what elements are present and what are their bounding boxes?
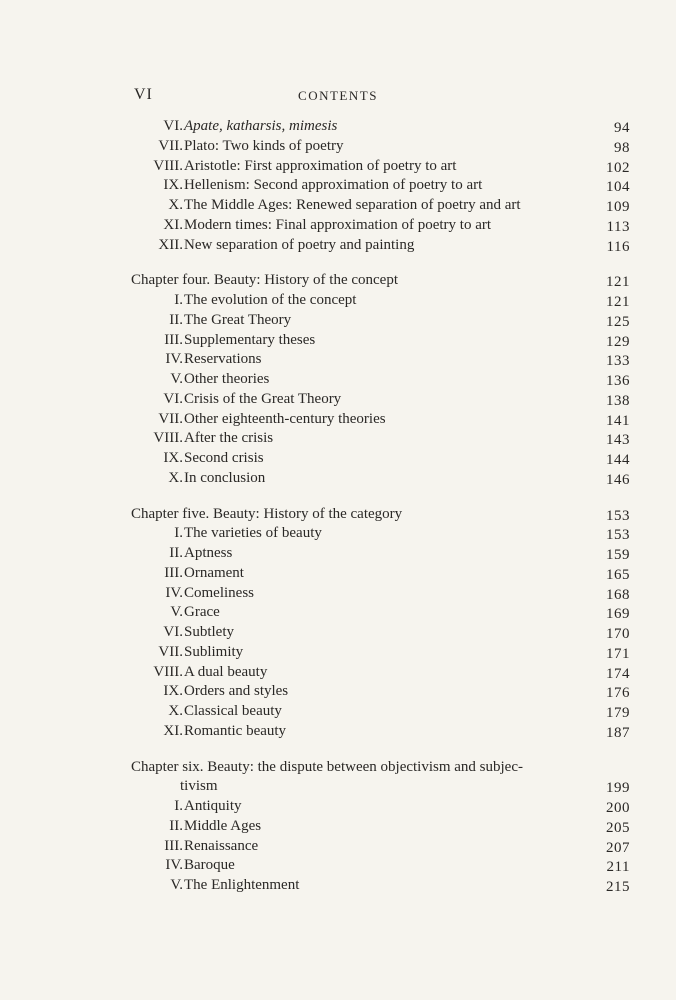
toc-entry <box>0 330 676 350</box>
toc-entry <box>0 662 676 682</box>
toc-entry-numeral: VIII. <box>153 664 183 680</box>
toc-entry-title: Other eighteenth-century theories <box>184 411 386 427</box>
toc-page-number: 113 <box>606 219 630 235</box>
toc-entry <box>0 409 676 429</box>
toc-entry-numeral: V. <box>170 604 183 620</box>
toc-entry-title: Chapter five. Beauty: History of the category <box>131 506 403 522</box>
toc-entry-numeral: V. <box>170 371 183 387</box>
toc-entry <box>0 156 676 176</box>
toc-page-number: 211 <box>606 859 630 875</box>
toc-entry-numeral: IX. <box>163 177 183 193</box>
toc-page-number: 102 <box>606 160 630 176</box>
toc-entry-numeral: X. <box>168 703 183 719</box>
toc-entry-title: Modern times: Final approximation of poetry to art <box>184 217 492 233</box>
toc-entry-title: Second crisis <box>184 450 264 466</box>
toc-entry <box>0 235 676 255</box>
toc-page-number: 200 <box>606 800 630 816</box>
toc-entry <box>0 136 676 156</box>
toc-entry-numeral: II. <box>169 312 183 328</box>
toc-entry-title: The Enlightenment <box>184 877 300 893</box>
toc-entry <box>0 602 676 622</box>
toc-entry <box>0 195 676 215</box>
toc-page-number: 215 <box>606 879 630 895</box>
toc-entry-title: Subtlety <box>184 624 235 640</box>
toc-entry-title: In conclusion <box>184 470 266 486</box>
toc-entry-title <box>184 116 337 136</box>
toc-entry-numeral: VI. <box>163 118 183 134</box>
toc-page-number: 104 <box>606 179 630 195</box>
toc-entry-title: Chapter four. Beauty: History of the concept <box>131 272 399 288</box>
page-header <box>0 86 676 110</box>
toc-entry-numeral: III. <box>164 838 183 854</box>
toc-entry-numeral: XII. <box>158 237 183 253</box>
toc-entry-title: New separation of poetry and painting <box>184 237 415 253</box>
toc-entry-title: Orders and styles <box>184 683 289 699</box>
toc-entry-title: Aristotle: First approximation of poetry to art <box>184 158 457 174</box>
toc-entry-numeral: VIII. <box>153 158 183 174</box>
toc-entry-title: Reservations <box>184 351 262 367</box>
toc-entry <box>0 310 676 330</box>
toc-entry-title: The varieties of beauty <box>184 525 322 541</box>
toc-entry-title: Chapter six. Beauty: the dispute between objectivism and subjec- <box>131 759 523 775</box>
toc-entry <box>0 369 676 389</box>
toc-entry-numeral: X. <box>168 470 183 486</box>
toc-entry-numeral: I. <box>174 525 183 541</box>
toc-entry <box>0 349 676 369</box>
toc-entry <box>0 290 676 310</box>
toc-entry <box>0 721 676 741</box>
toc-continuation-line <box>0 776 676 796</box>
toc-entry-numeral: VII. <box>158 644 183 660</box>
toc-entry-title: Plato: Two kinds of poetry <box>184 138 344 154</box>
toc-chapter-heading <box>0 504 676 524</box>
toc-entry <box>0 523 676 543</box>
toc-entry-numeral: X. <box>168 197 183 213</box>
toc-entry-numeral: I. <box>174 798 183 814</box>
toc-entry-numeral: III. <box>164 332 183 348</box>
toc-entry-title: After the crisis <box>184 430 274 446</box>
toc-entry <box>0 836 676 856</box>
toc-entry <box>0 796 676 816</box>
toc-chapter-heading <box>0 757 676 777</box>
toc-entry <box>0 428 676 448</box>
toc-entry-title: Middle Ages <box>184 818 262 834</box>
toc-entry <box>0 389 676 409</box>
toc-entry-numeral: IX. <box>163 450 183 466</box>
toc-page-number: 165 <box>606 567 630 583</box>
toc-page-number: 121 <box>606 294 630 310</box>
page-number: VI <box>134 86 153 103</box>
toc-entry-numeral: V. <box>170 877 183 893</box>
toc-page-number: 176 <box>606 685 630 701</box>
toc-entry-title: The evolution of the concept <box>184 292 357 308</box>
toc-entry <box>0 701 676 721</box>
toc-page-number: 169 <box>606 606 630 622</box>
toc-page-number: 125 <box>606 314 630 330</box>
toc-page-number: 153 <box>606 527 630 543</box>
toc-chapter-heading <box>0 270 676 290</box>
toc-entry-title: Other theories <box>184 371 270 387</box>
toc-page-number: 159 <box>606 547 630 563</box>
toc-entry-numeral: VIII. <box>153 430 183 446</box>
toc-page-number: 138 <box>606 393 630 409</box>
toc-entry <box>0 583 676 603</box>
toc-entry-numeral: II. <box>169 818 183 834</box>
toc-page-number: 205 <box>606 820 630 836</box>
toc-entry-numeral: IV. <box>165 857 183 873</box>
toc-entry <box>0 448 676 468</box>
toc-entry-title: Renaissance <box>184 838 259 854</box>
toc-entry-numeral: II. <box>169 545 183 561</box>
toc-entry-title: The Great Theory <box>184 312 292 328</box>
toc-entry-numeral: IV. <box>165 351 183 367</box>
toc-entry <box>0 681 676 701</box>
toc-entry-numeral: VII. <box>158 138 183 154</box>
toc-entry-numeral: VI. <box>163 624 183 640</box>
toc-entry-numeral: VII. <box>158 411 183 427</box>
running-title: CONTENTS <box>298 88 378 103</box>
toc-entry-title: Classical beauty <box>184 703 282 719</box>
toc-page-number: 153 <box>606 508 630 524</box>
toc-entry-title: Antiquity <box>184 798 242 814</box>
toc-page-number: 174 <box>606 666 630 682</box>
toc-entry-title: Hellenism: Second approximation of poetry to art <box>184 177 483 193</box>
toc-entry-title: Aptness <box>184 545 233 561</box>
toc-entry <box>0 622 676 642</box>
toc-entry <box>0 855 676 875</box>
toc-entry <box>0 468 676 488</box>
toc-page-number: 168 <box>606 587 630 603</box>
toc-entry <box>0 175 676 195</box>
toc-page-number: 98 <box>614 140 630 156</box>
toc-page-number: 207 <box>606 840 630 856</box>
toc-entry-title: Grace <box>184 604 220 620</box>
toc-page-number: 146 <box>606 472 630 488</box>
toc-page-number: 144 <box>606 452 630 468</box>
toc-entry-numeral: XI. <box>163 723 183 739</box>
toc-entry-title: The Middle Ages: Renewed separation of poetry and art <box>184 197 521 213</box>
toc-entry-title-italic: Apate, katharsis, mimesis <box>184 118 338 134</box>
toc-page-number: 109 <box>606 199 630 215</box>
toc-entry-title: Romantic beauty <box>184 723 287 739</box>
toc-entry-numeral: IV. <box>165 585 183 601</box>
toc-entry-title: Ornament <box>184 565 244 581</box>
toc-entry <box>0 563 676 583</box>
toc-entry-title: Crisis of the Great Theory <box>184 391 342 407</box>
toc-page-number: 199 <box>606 780 630 796</box>
toc-page-number: 133 <box>606 353 630 369</box>
toc-entry-title: tivism <box>180 778 218 794</box>
toc-page-number: 129 <box>606 334 630 350</box>
toc-entry-numeral: IX. <box>163 683 183 699</box>
toc-entry-title: Sublimity <box>184 644 244 660</box>
toc-entry <box>0 816 676 836</box>
toc-entry <box>0 116 676 136</box>
toc-page-number: 170 <box>606 626 630 642</box>
toc-page-number: 171 <box>606 646 630 662</box>
toc-entry-title: A dual beauty <box>184 664 268 680</box>
toc-page-number: 116 <box>606 239 630 255</box>
toc-page-number: 179 <box>606 705 630 721</box>
toc-entry <box>0 642 676 662</box>
toc-entry <box>0 875 676 895</box>
toc-entry-numeral: I. <box>174 292 183 308</box>
toc-entry <box>0 215 676 235</box>
toc-entry-title: Baroque <box>184 857 235 873</box>
toc-entry <box>0 543 676 563</box>
toc-page-number: 136 <box>606 373 630 389</box>
toc-page-number: 121 <box>606 274 630 290</box>
toc-page-number: 94 <box>614 120 630 136</box>
toc-entry-numeral: XI. <box>163 217 183 233</box>
toc-entry-title: Comeliness <box>184 585 254 601</box>
toc-page-number: 143 <box>606 432 630 448</box>
toc-entry-numeral: III. <box>164 565 183 581</box>
toc-entry-numeral: VI. <box>163 391 183 407</box>
toc-page-number: 187 <box>606 725 630 741</box>
toc-page-number: 141 <box>606 413 630 429</box>
toc-entry-title: Supplementary theses <box>184 332 316 348</box>
